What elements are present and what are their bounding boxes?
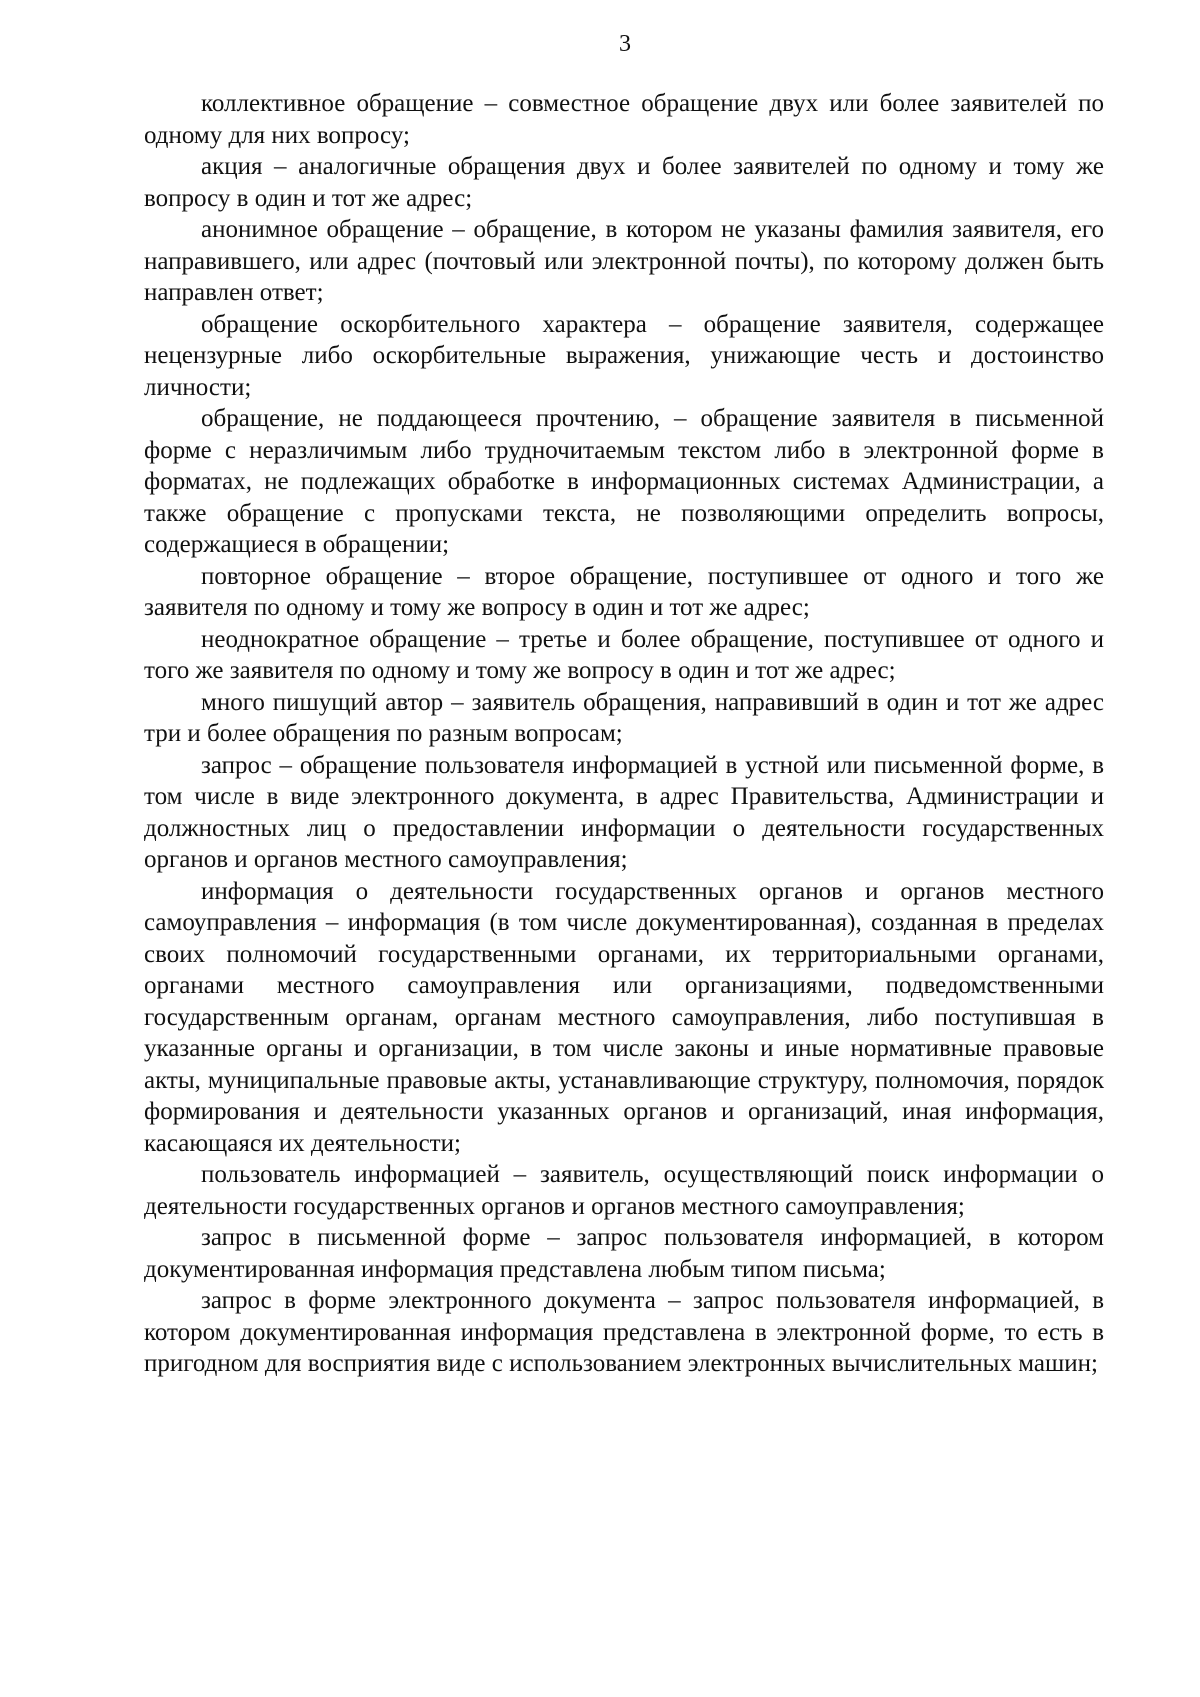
page-number: 3 bbox=[619, 31, 631, 57]
definition-paragraph: обращение оскорбительного характера – обращение заявителя, содержащее нецензурные либо оскорбительные выражения, унижающие честь и достоинство личности; bbox=[144, 310, 1104, 401]
definition-paragraph: повторное обращение – второе обращение, поступившее от одного и того же заявителя по одному и тому же вопросу в один и тот же адрес; bbox=[144, 562, 1104, 621]
definition-paragraph: запрос в форме электронного документа – запрос пользователя информацией, в котором документированная информация представлена в электронной форме, то есть в пригодном для восприятия виде с использованием электронных вычислительных машин; bbox=[144, 1287, 1104, 1377]
definition-paragraph: запрос в письменной форме – запрос пользователя информацией, в котором документированная информация представлена любым типом письма; bbox=[144, 1224, 1104, 1283]
definition-paragraph: анонимное обращение – обращение, в котором не указаны фамилия заявителя, его направившего, или адрес (почтовый или электронной почты), по которому должен быть направлен ответ; bbox=[144, 216, 1104, 306]
definition-paragraph: информация о деятельности государственных органов и органов местного самоуправления – информация (в том числе документированная), созданная в пределах своих полномочий государственными органами, их территориальными органами, органами местного самоуправления или организациями, подведомственными государственным органам, органам местного самоуправления, либо поступившая в указанные органы и организации, в том числе законы и иные нормативные правовые акты, муниципальные правовые акты, устанавливающие структуру, полномочия, порядок формирования и деятельности указанных органов и организаций, иная информация, касающаяся их деятельности; bbox=[144, 877, 1104, 1157]
definition-paragraph: акция – аналогичные обращения двух и более заявителей по одному и тому же вопросу в один и тот же адрес; bbox=[144, 153, 1104, 212]
definition-paragraph: неоднократное обращение – третье и более обращение, поступившее от одного и того же заявителя по одному и тому же вопросу в один и тот же адрес; bbox=[144, 625, 1104, 684]
definition-paragraph: обращение, не поддающееся прочтению, – обращение заявителя в письменной форме с неразличимым либо трудночитаемым текстом либо в электронной форме в форматах, не подлежащих обработке в информационных системах Администрации, а также обращение с пропусками текста, не позволяющими определить вопросы, содержащиеся в обращении; bbox=[144, 405, 1104, 558]
definition-paragraph: коллективное обращение – совместное обращение двух или более заявителей по одному для них вопросу; bbox=[144, 90, 1104, 149]
definition-paragraph: запрос – обращение пользователя информацией в устной или письменной форме, в том числе в виде электронного документа, в адрес Правительства, Администрации и должностных лиц о предоставлении информации о деятельности государственных органов и органов местного самоуправления; bbox=[144, 751, 1104, 873]
definition-paragraph: много пишущий автор – заявитель обращения, направивший в один и тот же адрес три и более обращения по разным вопросам; bbox=[144, 688, 1104, 747]
definition-paragraph: пользователь информацией – заявитель, осуществляющий поиск информации о деятельности государственных органов и органов местного самоуправления; bbox=[144, 1161, 1104, 1220]
document-body bbox=[144, 88, 1104, 1380]
